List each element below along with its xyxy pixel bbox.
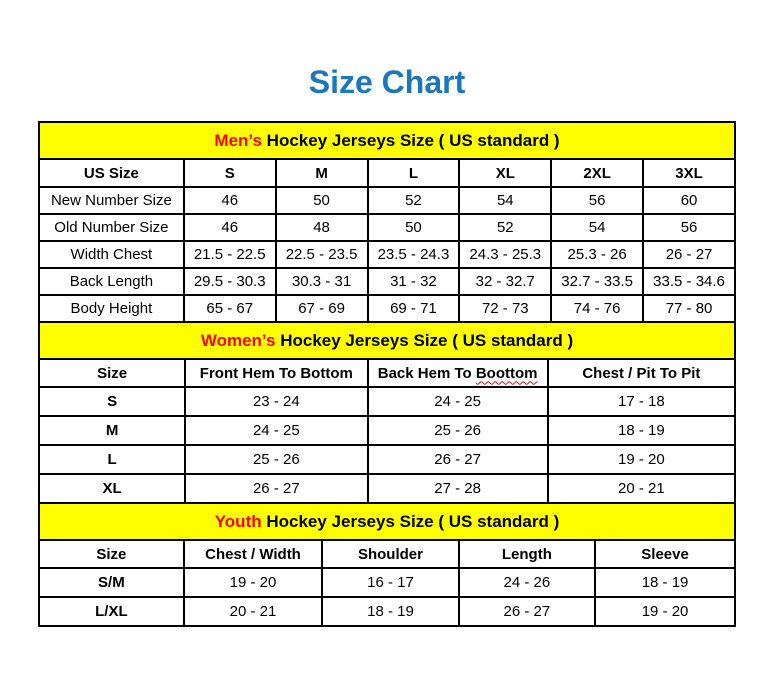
mens-table-row [39,187,735,214]
womens-value-cell: 26 - 27 [368,445,548,474]
youth-column-header: Size [39,540,184,568]
mens-value-cell: 60 [643,187,735,214]
mens-heading-rest: Hockey Jerseys Size ( US standard ) [261,130,560,150]
womens-heading-highlight: Women’s [200,330,276,350]
youth-value-cell: 18 - 19 [595,568,735,597]
youth-value-cell: 20 - 21 [184,597,323,626]
mens-table-row [39,268,735,295]
mens-value-cell: 65 - 67 [184,295,276,322]
youth-column-header: Shoulder [322,540,458,568]
mens-value-cell: 54 [551,214,643,241]
mens-value-cell: 46 [184,187,276,214]
mens-column-header: M [276,159,368,187]
mens-value-cell: 29.5 - 30.3 [184,268,276,295]
mens-heading-highlight: Men’s [214,130,262,150]
youth-value-cell: 19 - 20 [595,597,735,626]
mens-value-cell: 67 - 69 [276,295,368,322]
womens-value-cell: 24 - 25 [368,387,548,416]
mens-table-row [39,241,735,268]
womens-value-cell: 18 - 19 [548,416,735,445]
mens-value-cell: 52 [459,214,551,241]
mens-value-cell: 22.5 - 23.5 [276,241,368,268]
mens-value-cell: 74 - 76 [551,295,643,322]
youth-size-table [38,502,736,627]
womens-value-cell: 19 - 20 [548,445,735,474]
womens-value-cell: 20 - 21 [548,474,735,503]
mens-value-cell: 25.3 - 26 [551,241,643,268]
mens-row-label: Back Length [39,268,184,295]
womens-value-cell: 17 - 18 [548,387,735,416]
mens-value-cell: 32.7 - 33.5 [551,268,643,295]
youth-value-cell: 19 - 20 [184,568,323,597]
womens-column-header: Back Hem To Boottom [368,359,548,387]
womens-value-cell: 23 - 24 [185,387,367,416]
mens-value-cell: 77 - 80 [643,295,735,322]
womens-column-header: Chest / Pit To Pit [548,359,735,387]
youth-value-cell: 16 - 17 [322,568,458,597]
mens-row-label: Body Height [39,295,184,322]
page-title: Size Chart [308,64,466,100]
mens-size-table [38,121,736,323]
womens-column-header: Front Hem To Bottom [185,359,367,387]
mens-value-cell: 50 [368,214,460,241]
womens-value-cell: 25 - 26 [185,445,367,474]
mens-column-header: S [184,159,276,187]
womens-value-cell: 24 - 25 [185,416,367,445]
mens-value-cell: 50 [276,187,368,214]
mens-value-cell: 32 - 32.7 [459,268,551,295]
mens-column-header: XL [459,159,551,187]
womens-row-label: S [39,387,185,416]
mens-value-cell: 30.3 - 31 [276,268,368,295]
womens-heading-rest: Hockey Jerseys Size ( US standard ) [275,330,574,350]
size-chart-tables [38,121,736,627]
mens-value-cell: 46 [184,214,276,241]
mens-column-header: 3XL [643,159,735,187]
womens-row-label: M [39,416,185,445]
mens-value-cell: 33.5 - 34.6 [643,268,735,295]
womens-size-table [38,321,736,504]
mens-row-label: Old Number Size [39,214,184,241]
mens-column-header: US Size [39,159,184,187]
misspelled-word: Boottom [475,364,538,382]
youth-heading-highlight: Youth [214,511,262,531]
youth-value-cell: 26 - 27 [459,597,595,626]
womens-row-label: XL [39,474,185,503]
mens-value-cell: 69 - 71 [368,295,460,322]
mens-value-cell: 24.3 - 25.3 [459,241,551,268]
womens-row-label: L [39,445,185,474]
mens-row-label: Width Chest [39,241,184,268]
womens-column-header: Size [39,359,185,387]
womens-value-cell: 25 - 26 [368,416,548,445]
youth-section-heading [39,503,735,540]
youth-row-label: S/M [39,568,184,597]
womens-table-row [39,387,735,416]
womens-section-heading [39,322,735,359]
womens-table-row [39,416,735,445]
youth-value-cell: 24 - 26 [459,568,595,597]
mens-value-cell: 48 [276,214,368,241]
youth-column-header: Length [459,540,595,568]
mens-section-heading [39,122,735,159]
youth-column-header: Sleeve [595,540,735,568]
youth-table-row [39,568,735,597]
mens-value-cell: 31 - 32 [368,268,460,295]
womens-value-cell: 26 - 27 [185,474,367,503]
mens-value-cell: 56 [643,214,735,241]
womens-table-row [39,474,735,503]
mens-value-cell: 54 [459,187,551,214]
mens-column-header: 2XL [551,159,643,187]
mens-column-header: L [368,159,460,187]
mens-table-row [39,295,735,322]
mens-value-cell: 52 [368,187,460,214]
youth-column-header: Chest / Width [184,540,323,568]
mens-value-cell: 56 [551,187,643,214]
mens-row-label: New Number Size [39,187,184,214]
mens-table-row [39,214,735,241]
youth-table-row [39,597,735,626]
mens-value-cell: 26 - 27 [643,241,735,268]
youth-heading-rest: Hockey Jerseys Size ( US standard ) [261,511,560,531]
womens-value-cell: 27 - 28 [368,474,548,503]
womens-table-row [39,445,735,474]
mens-value-cell: 21.5 - 22.5 [184,241,276,268]
youth-row-label: L/XL [39,597,184,626]
youth-value-cell: 18 - 19 [322,597,458,626]
mens-value-cell: 23.5 - 24.3 [368,241,460,268]
mens-value-cell: 72 - 73 [459,295,551,322]
